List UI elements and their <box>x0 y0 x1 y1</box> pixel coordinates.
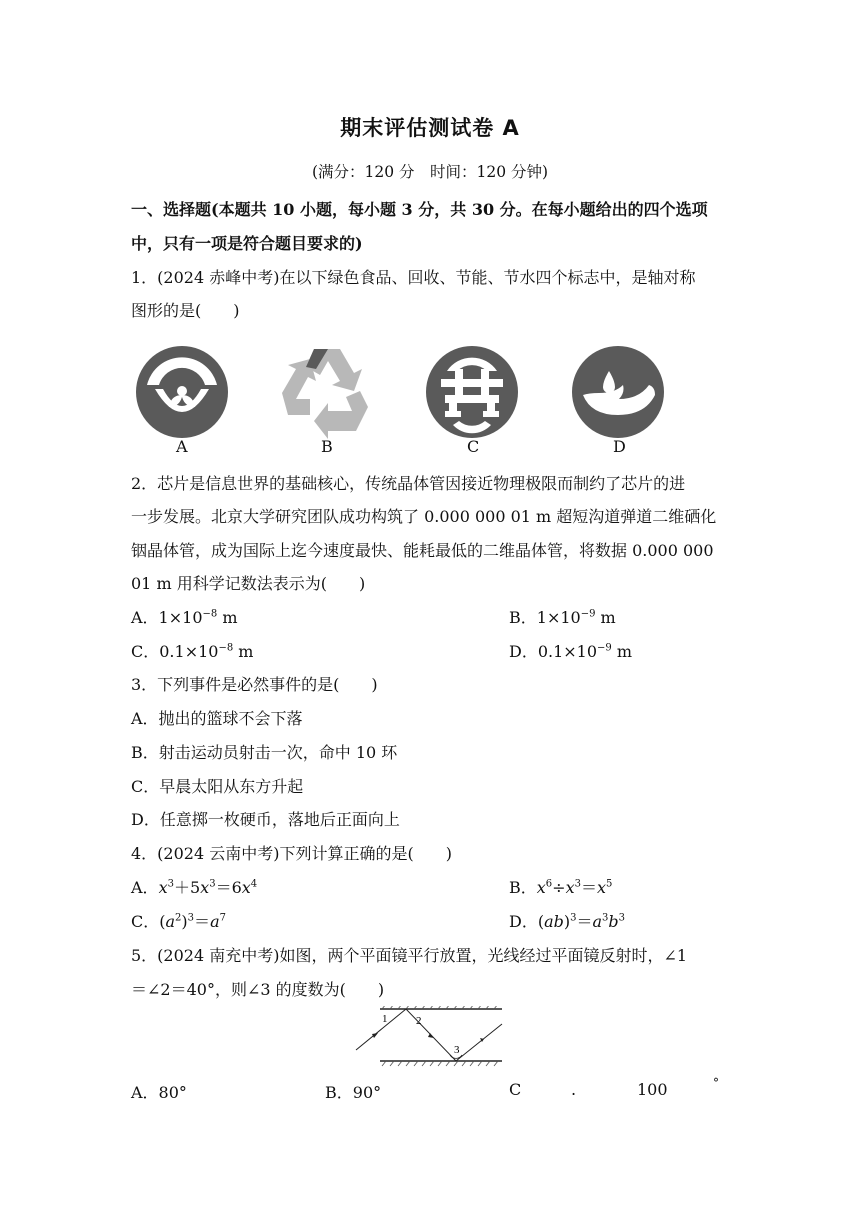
angle-3-label: 3 <box>454 1044 460 1056</box>
question-5-line1: 5．(2024 南充中考)如图，两个平面镜平行放置，光线经过平面镜反射时，∠1 <box>131 946 688 965</box>
question-5-option-c-dot: . <box>571 1080 577 1099</box>
question-2-line4: 01 m 用科学记数法表示为( ) <box>131 574 366 593</box>
question-3-option-b: B．射击运动员射击一次，命中 10 环 <box>131 743 398 762</box>
question-4-option-a: A．$x^3+5x^3=6x^4$ <box>131 878 258 897</box>
question-2-option-c: C．$0.1\times 10^{-8}$ m <box>131 642 254 661</box>
question-1-line2: 图形的是( ) <box>131 301 240 320</box>
question-5-line2: ＝∠2＝40°，则∠3 的度数为( ) <box>131 980 385 999</box>
question-5-option-c-letter: C <box>509 1080 522 1099</box>
option-b-label: B <box>321 437 333 456</box>
option-c-label: C <box>467 437 480 456</box>
question-4-option-b: B．$x^6\div x^3=x^5$ <box>509 878 613 897</box>
green-food-logo-icon <box>135 345 229 439</box>
question-2-line2: 一步发展。北京大学研究团队成功构筑了 0.000 000 01 m 超短沟道弹道二维硒化 <box>131 507 717 526</box>
question-2-line3: 铟晶体管，成为国际上迄今速度最快、能耗最低的二维晶体管，将数据 0.000 000 <box>131 541 714 560</box>
question-1-line1: 1．(2024 赤峰中考)在以下绿色食品、回收、节能、节水四个标志中，是轴对称 <box>131 268 696 287</box>
question-5-option-b: B．90° <box>325 1083 382 1102</box>
question-4-stem: 4．(2024 云南中考)下列计算正确的是( ) <box>131 844 452 863</box>
question-3-option-d: D．任意掷一枚硬币，落地后正面向上 <box>131 810 400 829</box>
angle-2-label: 2 <box>416 1015 422 1027</box>
question-3-stem: 3．下列事件是必然事件的是( ) <box>131 675 378 694</box>
page-title: 期末评估测试卷 A <box>340 116 520 140</box>
question-4-option-d: D．$(ab)^3=a^3b^3$ <box>509 912 626 931</box>
parallel-mirrors-diagram <box>352 1006 508 1068</box>
section-heading-line1: 一、选择题(本题共 10 小题，每小题 3 分，共 30 分。在每小题给出的四个选项 <box>131 200 708 219</box>
question-2-option-a: A．$1\times 10^{-8}$ m <box>131 608 238 627</box>
question-4-option-c: C．$(a^2)^3=a^7$ <box>131 912 226 931</box>
question-5-option-a: A．80° <box>131 1083 187 1102</box>
question-3-option-c: C．早晨太阳从东方升起 <box>131 777 304 796</box>
recycle-logo-icon <box>280 345 374 439</box>
exam-info: (满分：120 分 时间：120 分钟) <box>311 163 549 181</box>
water-saving-logo-icon <box>571 345 665 439</box>
energy-saving-logo-icon <box>425 345 519 439</box>
question-2-option-b: B．$1\times 10^{-9}$ m <box>509 608 616 627</box>
question-2-option-d: D．$0.1\times 10^{-9}$ m <box>509 642 633 661</box>
option-d-label: D <box>613 437 626 456</box>
section-heading-line2: 中，只有一项是符合题目要求的) <box>131 234 363 253</box>
question-5-option-c-value: 100 <box>637 1080 668 1099</box>
question-3-option-a: A．抛出的篮球不会下落 <box>131 709 303 728</box>
question-5-option-c-degree: ° <box>713 1076 719 1090</box>
angle-1-label: 1 <box>382 1013 388 1025</box>
question-2-line1: 2．芯片是信息世界的基础核心，传统晶体管因接近物理极限而制约了芯片的进 <box>131 474 686 493</box>
option-a-label: A <box>176 437 188 456</box>
